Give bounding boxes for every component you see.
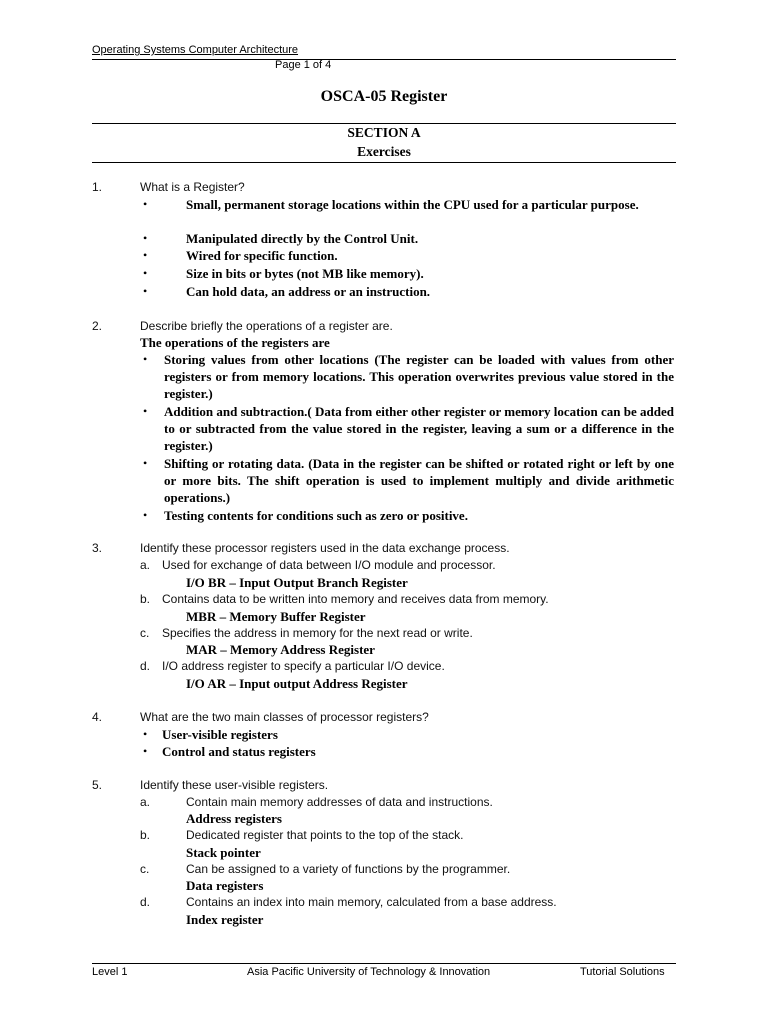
q2-number: 2. (92, 319, 103, 333)
bullet-icon: • (143, 508, 148, 522)
q3-item-letter: b. (140, 592, 151, 606)
bullet-icon: • (143, 284, 148, 298)
q3-item-b-text: Contains data to be written into memory and receives data from memory. (162, 592, 549, 606)
q2-answer-1: Storing values from other locations (The register can be loaded with values from other registers or from memory locations. This operation overwrites previous value stored in the register.) (164, 352, 674, 401)
footer-doc-type: Tutorial Solutions (580, 966, 665, 978)
bullet-icon: • (143, 744, 148, 758)
q1-question: What is a Register? (140, 180, 245, 194)
q1-number: 1. (92, 180, 103, 194)
q3-item-c-text: Specifies the address in memory for the next read or write. (162, 626, 473, 640)
section-name: SECTION A (347, 125, 421, 140)
q3-item-d-text: I/O address register to specify a particular I/O device. (162, 659, 445, 673)
q1-answer-4: Size in bits or bytes (not MB like memory). (186, 266, 424, 281)
q3-item-letter: d. (140, 659, 151, 673)
document-title: OSCA-05 Register (320, 88, 448, 105)
q4-number: 4. (92, 710, 103, 724)
q2-intro: The operations of the registers are (140, 335, 330, 350)
q3-item-b-answer: MBR – Memory Buffer Register (186, 609, 366, 624)
bullet-icon: • (143, 197, 148, 211)
bullet-icon: • (143, 456, 148, 470)
q5-item-letter: a. (140, 795, 151, 809)
q3-number: 3. (92, 541, 103, 555)
q3-item-letter: c. (140, 626, 150, 640)
q2-answer-3: Shifting or rotating data. (Data in the register can be shifted or rotated right or left by one or more bits. The shift operation is used to implement multiply and divide arithmetic operations.) (164, 456, 674, 505)
q1-answer-2: Manipulated directly by the Control Unit. (186, 231, 419, 246)
bullet-icon: • (143, 248, 148, 262)
header-course: Operating Systems Computer Architecture (92, 44, 299, 56)
q1-answer-1: Small, permanent storage locations within the CPU used for a particular purpose. (186, 197, 639, 212)
q4-answer-1: User-visible registers (162, 727, 278, 742)
header-page-number: Page 1 of 4 (275, 59, 332, 71)
q3-question: Identify these processor registers used in the data exchange process. (140, 541, 510, 555)
footer-level: Level 1 (92, 966, 128, 978)
q5-number: 5. (92, 778, 103, 792)
q5-item-letter: d. (140, 895, 151, 909)
footer-divider (92, 963, 676, 964)
q2-question: Describe briefly the operations of a register are. (140, 319, 393, 333)
q3-item-d-answer: I/O AR – Input output Address Register (186, 676, 408, 691)
q5-item-b-answer: Stack pointer (186, 845, 261, 860)
q5-item-c-answer: Data registers (186, 878, 264, 893)
q3-item-a-text: Used for exchange of data between I/O module and processor. (162, 558, 496, 572)
q5-question: Identify these user-visible registers. (140, 778, 329, 792)
q3-item-c-answer: MAR – Memory Address Register (186, 642, 375, 657)
q3-item-a-answer: I/O BR – Input Output Branch Register (186, 575, 408, 590)
footer-university: Asia Pacific University of Technology & Innovation (247, 966, 491, 978)
q2-answer-2: Addition and subtraction.( Data from either other register or memory location can be added to or subtracted from the value stored in the register, leaving a sum or a difference in the register.) (164, 404, 674, 453)
q5-item-d-text: Contains an index into main memory, calculated from a base address. (186, 895, 557, 909)
section-top-rule (92, 123, 676, 124)
q5-item-letter: c. (140, 862, 150, 876)
q5-item-d-answer: Index register (186, 912, 264, 927)
header-divider (92, 59, 676, 60)
bullet-icon: • (143, 231, 148, 245)
q5-item-c-text: Can be assigned to a variety of functions by the programmer. (186, 862, 511, 876)
q5-item-letter: b. (140, 828, 151, 842)
q5-item-b-text: Dedicated register that points to the top of the stack. (186, 828, 464, 842)
bullet-icon: • (143, 404, 148, 418)
q4-answer-2: Control and status registers (162, 744, 316, 759)
q5-item-a-answer: Address registers (186, 811, 282, 826)
section-bottom-rule (92, 162, 676, 163)
q5-item-a-text: Contain main memory addresses of data and instructions. (186, 795, 493, 809)
bullet-icon: • (143, 727, 148, 741)
section-subtitle: Exercises (357, 144, 411, 159)
bullet-icon: • (143, 352, 148, 366)
q1-answer-3: Wired for specific function. (186, 248, 338, 263)
q4-question: What are the two main classes of processor registers? (140, 710, 429, 724)
q2-answer-4: Testing contents for conditions such as zero or positive. (164, 508, 468, 523)
bullet-icon: • (143, 266, 148, 280)
q1-answer-5: Can hold data, an address or an instruction. (186, 284, 431, 299)
q3-item-letter: a. (140, 558, 151, 572)
